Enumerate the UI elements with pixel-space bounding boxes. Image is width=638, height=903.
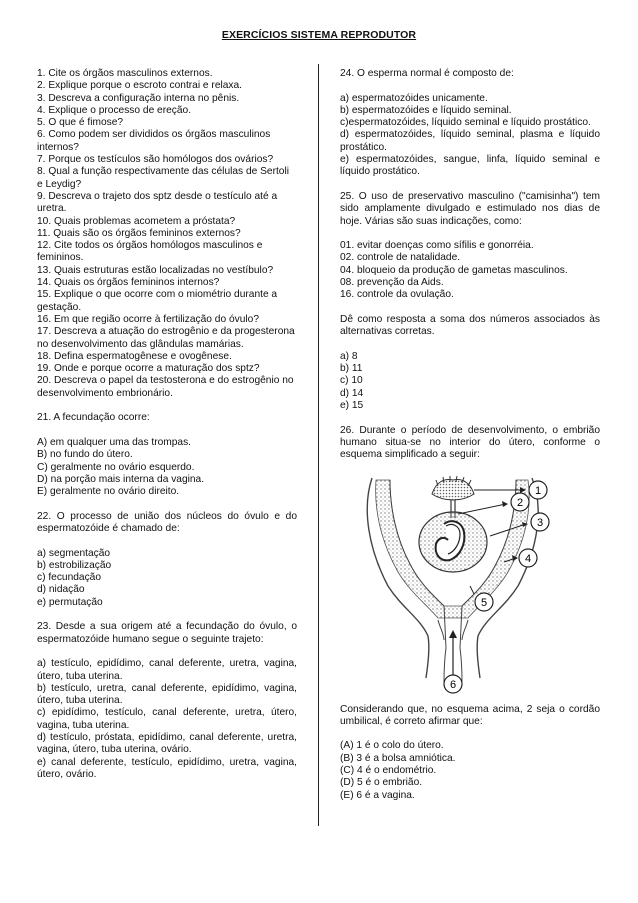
answer-option: b) testículo, uretra, canal deferente, epidídimo, vagina, útero, tuba uterina. [37,682,297,707]
answer-option: (B) 3 é a bolsa amniótica. [340,752,456,764]
question-stem: 25. O uso de preservativo masculino ("camisinha") tem sido amplamente divulgado e estimulado nos dias de hoje. Várias são suas indicações, como: [340,190,600,227]
answer-option: a) 8 [340,350,358,362]
answer-option: e) canal deferente, testículo, epidídimo, uretra, vagina, útero, ovário. [37,756,297,780]
question-22 [37,511,297,609]
list-item: 02. controle de natalidade. [340,252,461,264]
question-24 [340,68,600,179]
question-stem: 26. Durante o período de desenvolvimento, o embrião humano situa-se no interior do útero, conforme o esquema simplificado a seguir: [340,424,600,461]
answer-option: e) permutação [37,596,103,608]
list-item: 08. prevenção da Aids. [340,277,444,289]
question-23 [37,621,297,781]
answer-option: C) geralmente no ovário esquerdo. [37,461,195,473]
question-item: 10. Quais problemas acometem a próstata? [37,215,236,227]
answer-option: c)espermatozóides, líquido seminal e líquido prostático. [340,117,591,129]
answer-option: e) espermatozóides, sangue, linfa, líquido seminal e líquido prostático. [340,154,600,178]
question-item: 2. Explique porque o escroto contrai e relaxa. [37,80,243,92]
column-divider [318,64,319,826]
page-title: EXERCÍCIOS SISTEMA REPRODUTOR [221,29,417,41]
question-item: 11. Quais são os órgãos femininos externos? [37,227,241,239]
answer-option: D) na porção mais interna da vagina. [37,473,205,485]
question-item: 15. Explique o que ocorre com o miométrio durante a gestação. [37,289,278,313]
answer-option: (C) 4 é o endométrio. [340,764,437,776]
diagram-label-6: 6 [449,678,457,691]
question-item: 5. O que é fimose? [37,117,124,129]
right-column [340,68,600,802]
question-item: 13. Quais estruturas estão localizadas no vestíbulo? [37,264,274,276]
list-item: 01. evitar doenças como sífilis e gonorréia. [340,240,534,252]
question-stem: 24. O esperma normal é composto de: [340,68,514,79]
question-25 [340,191,600,412]
left-column [37,68,297,781]
question-item: 17. Descreva a atuação do estrogênio e da progesterona no desenvolvimento das glândulas mamárias. [37,326,295,350]
uterus-diagram [340,468,602,696]
question-instruction: Dê como resposta a soma dos números associados às alternativas corretas. [340,313,600,338]
answer-option: E) geralmente no ovário direito. [37,486,180,498]
question-stem: 21. A fecundação ocorre: [37,412,150,424]
answer-option: (D) 5 é o embrião. [340,777,423,789]
question-item: 7. Porque os testículos são homólogos dos ovários? [37,154,274,166]
answer-option: b) 11 [340,363,363,375]
uterus-illustration [340,468,602,696]
answer-option: c) fecundação [37,572,101,584]
answer-option: d) testículo, próstata, epidídimo, canal deferente, uretra, vagina, útero, tuba uterina, ovário. [37,732,297,756]
question-item: 4. Explique o processo de ereção. [37,104,192,116]
question-item: 16. Em que região ocorre à fertilização do óvulo? [37,313,259,325]
question-item: 8. Qual a função respectivamente das células de Sertoli e Leydig? [37,166,290,190]
answer-option: b) estrobilização [37,559,112,571]
diagram-label-2: 2 [516,496,524,509]
question-21 [37,412,297,498]
answer-option: c) epidídimo, testículo, canal deferente, uretra, útero, vagina, tuba uterina. [37,707,297,731]
list-item: 04. bloqueio da produção de gametas masculinos. [340,264,568,276]
answer-option: a) segmentação [37,547,111,559]
list-item: 16. controle da ovulação. [340,289,454,301]
diagram-label-4: 4 [524,552,532,565]
diagram-label-5: 5 [480,596,488,609]
question-item: 12. Cite todos os órgãos homólogos masculinos e femininos. [37,240,263,264]
question-item: 18. Defina espermatogênese e ovogênese. [37,350,232,362]
answer-option: (E) 6 é a vagina. [340,789,415,801]
answer-option: b) espermatozóides e líquido seminal. [340,104,512,116]
question-item: 20. Descreva o papel da testosterona e do estrogênio no desenvolvimento embrionário. [37,375,294,399]
diagram-label-3: 3 [536,516,544,529]
answer-option: d) espermatozóides, líquido seminal, plasma e líquido prostático. [340,129,600,153]
question-stem: 22. O processo de união dos núcleos do óvulo e do espermatozóide é chamado de: [37,510,297,534]
answer-option: a) testículo, epidídimo, canal deferente, uretra, vagina, útero, tuba uterina. [37,658,297,682]
answer-option: d) 14 [340,387,364,399]
answer-option: B) no fundo do útero. [37,449,133,461]
question-stem: 23. Desde a sua origem até a fecundação do óvulo, o espermatozóide humano segue o seguinte trajeto: [37,621,297,645]
question-item: 6. Como podem ser divididos os órgãos masculinos internos? [37,129,271,153]
question-list [37,68,297,400]
answer-option: e) 15 [340,400,364,412]
answer-option: d) nidação [37,584,85,596]
question-item: 9. Descreva o trajeto dos sptz desde o testículo até a uretra. [37,190,278,215]
question-item: 19. Onde e porque ocorre a maturação dos sptz? [37,363,260,375]
question-context: Considerando que, no esquema acima, 2 seja o cordão umbilical, é correto afirmar que: [340,703,600,727]
answer-option: (A) 1 é o colo do útero. [340,740,444,752]
answer-option: A) em qualquer uma das trompas. [37,436,192,448]
answer-option: a) espermatozóides unicamente. [340,92,488,104]
answer-option: c) 10 [340,375,363,387]
placenta [432,479,474,499]
question-26 [340,425,600,802]
diagram-label-1: 1 [534,484,542,497]
question-item: 1. Cite os órgãos masculinos externos. [37,68,213,79]
question-item: 3. Descreva a configuração interna no pênis. [37,92,240,104]
question-item: 14. Quais os órgãos femininos internos? [37,277,220,289]
